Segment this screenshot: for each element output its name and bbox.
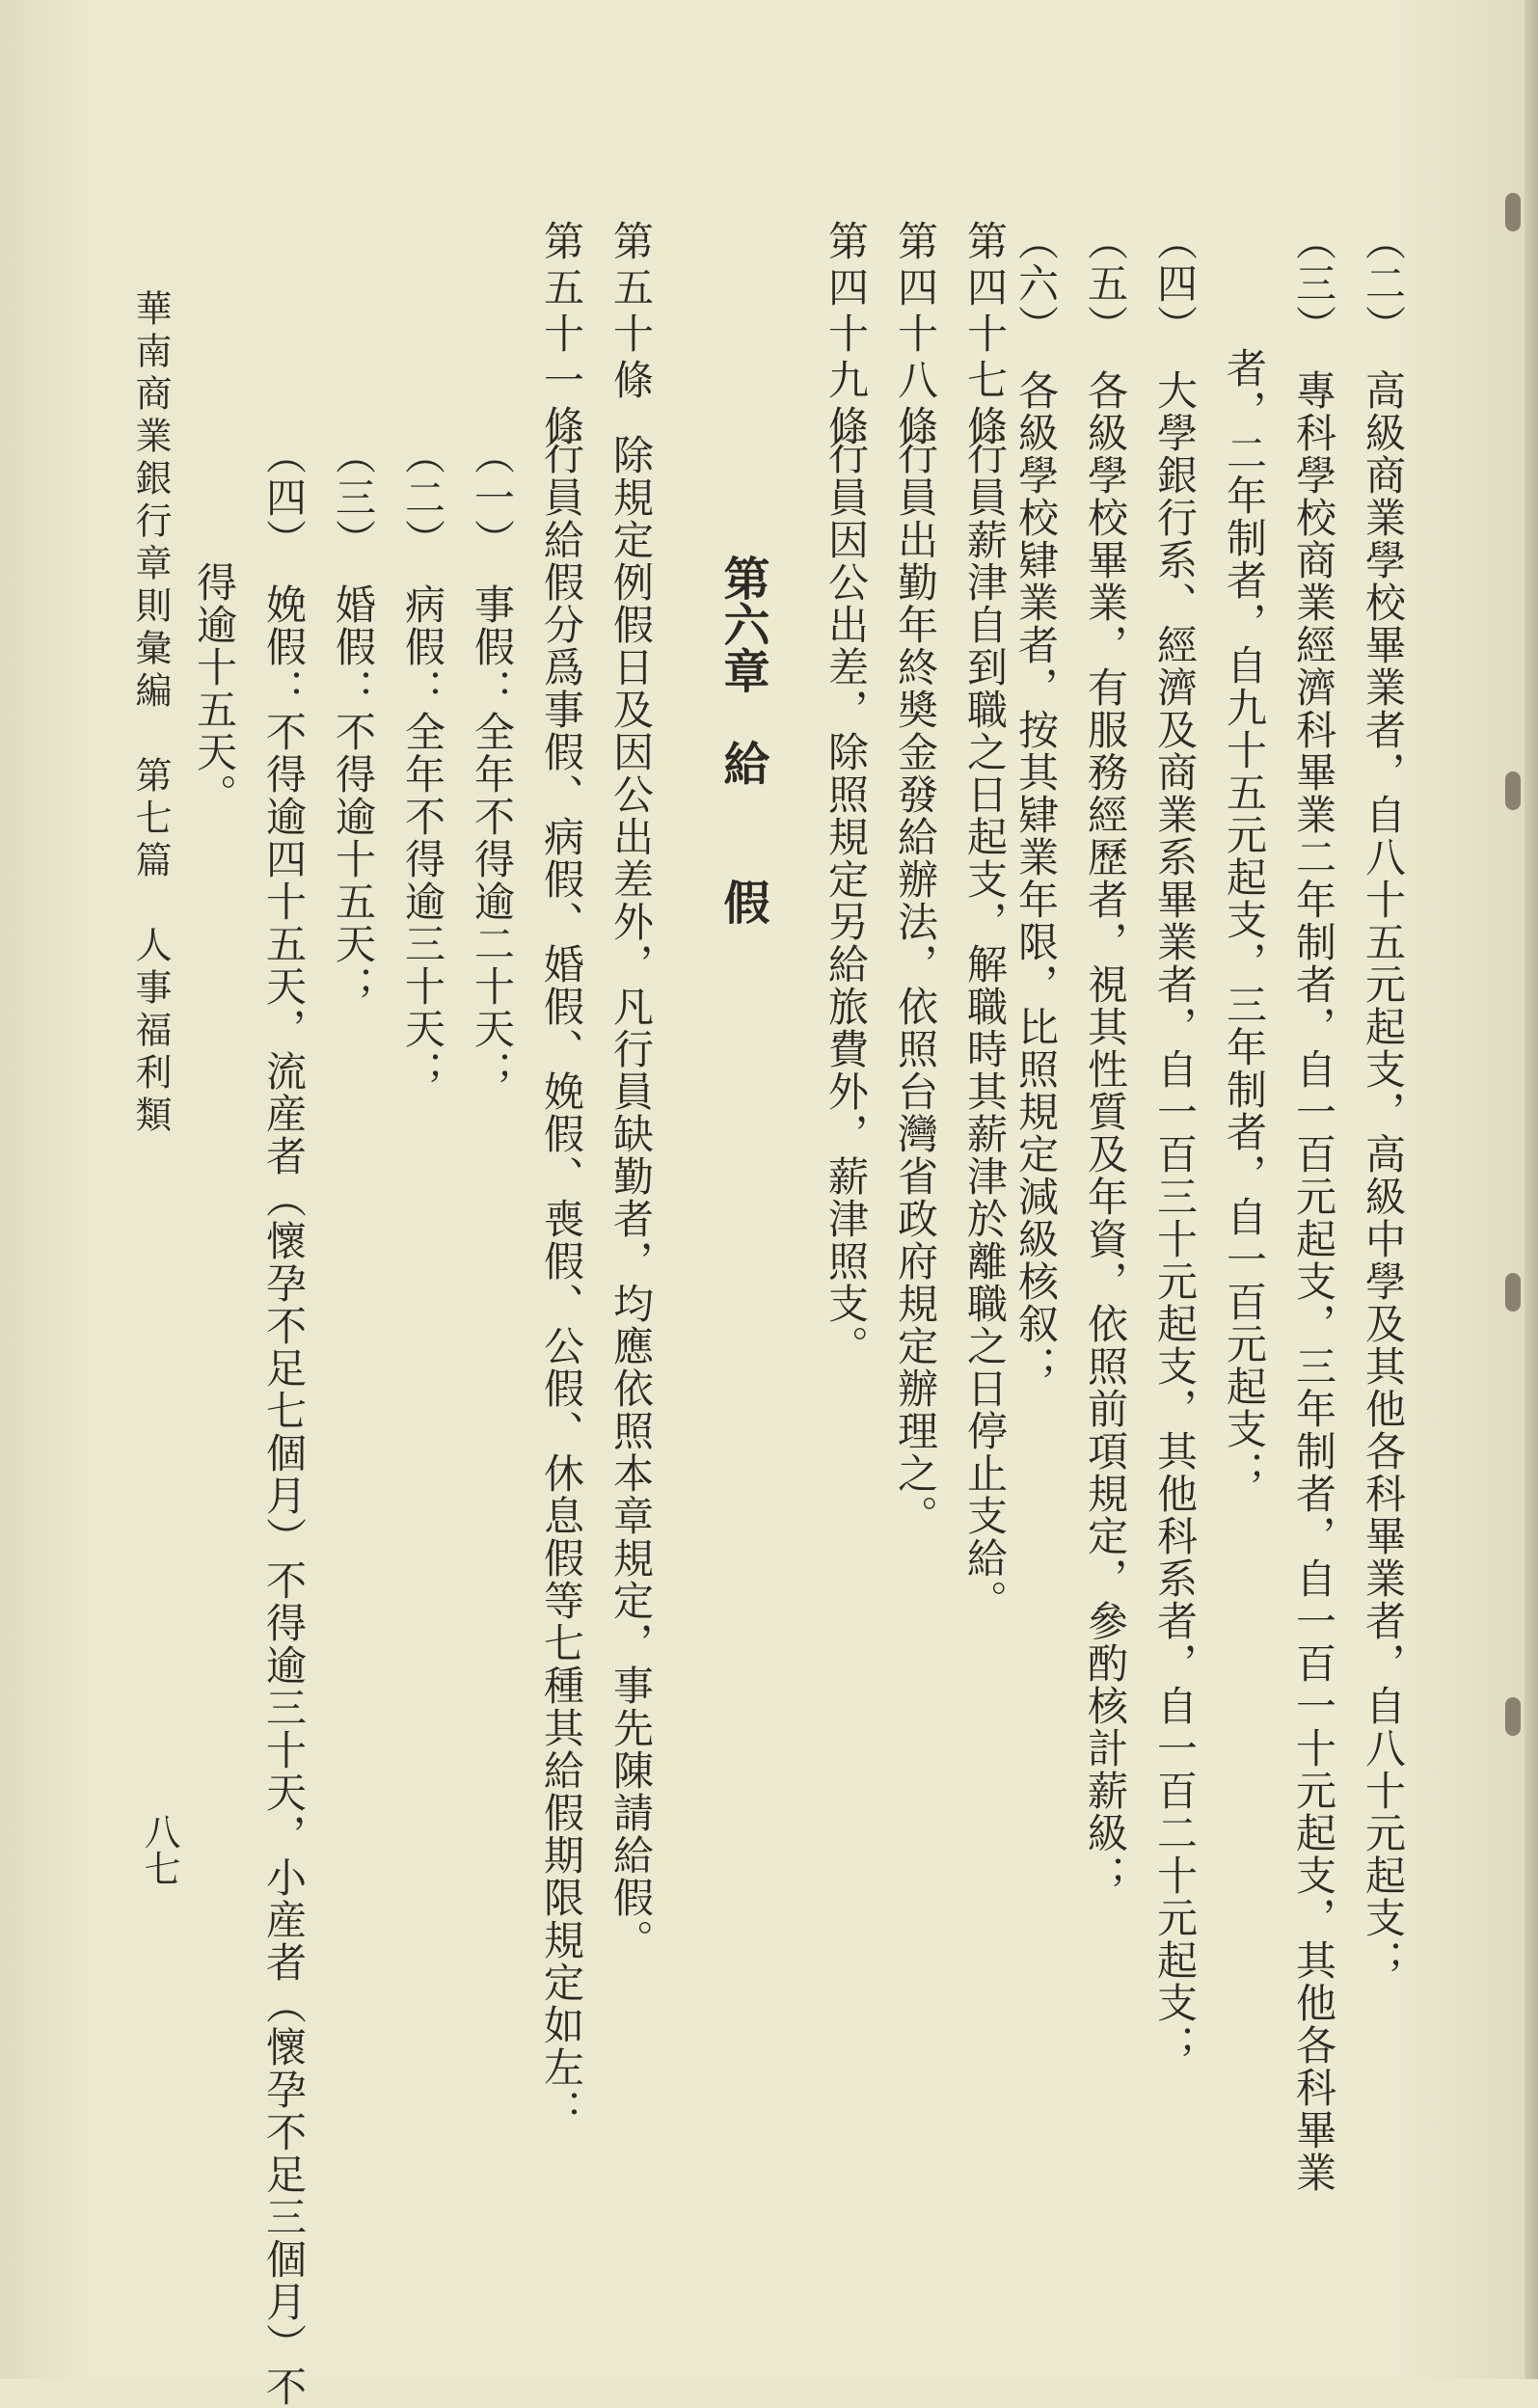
article-47-label: 第四十七條	[961, 220, 1009, 451]
clause-2-text: （二） 高級商業學校畢業者，自八十五元起支，高級中學及其他各科畢業者，自八十元起支；	[1360, 220, 1407, 1982]
clause-3-text: （三） 專科學校商業經濟科畢業二年制者，自一百元起支，三年制者，自一百一十元起支，其他各科畢業	[1290, 220, 1337, 2194]
chapter-title: 第六章 給 假	[715, 555, 769, 925]
article-51-text: 行員給假分爲事假、病假、婚假、娩假、喪假、公假、休息假等七種其給假期限規定如左：	[538, 434, 585, 2131]
page-number: 八七	[138, 1813, 180, 1886]
article-48-label: 第四十八條	[892, 220, 939, 451]
binding-hole	[1505, 1697, 1521, 1736]
article-50-text: 除規定例假日及因公出差外，凡行員缺勤者，均應依照本章規定，事先陳請給假。	[607, 434, 655, 1962]
article-49-label: 第四十九條	[823, 220, 870, 451]
article-49-text: 行員因公出差，除照規定另給旅費外，薪津照支。	[823, 434, 870, 1367]
article-51-label: 第五十一條	[538, 220, 585, 451]
article-50-label: 第五十條	[607, 220, 655, 405]
article-47-text: 行員薪津自到職之日起支，解職時其薪津於離職之日停止支給。	[961, 434, 1009, 1622]
binding-hole	[1505, 193, 1521, 231]
leave-item-4: （四） 娩假：不得逾四十五天，流産者（懷孕不足七個月）不得逾三十天，小産者（懷孕不足三個月）不	[260, 434, 308, 2408]
clause-4-text: （四） 大學銀行系、經濟及商業系畢業者，自一百三十元起支，其他科系者，自一百二十元起支；	[1151, 220, 1199, 2067]
clause-6-text: （六） 各級學校肄業者，按其肄業年限，比照規定減級核叙；	[1012, 220, 1060, 1388]
clause-5-text: （五） 各級學校畢業，有服務經歷者，視其性質及年資，依照前項規定，參酌核計薪級；	[1082, 220, 1129, 1897]
leave-item-2: （二） 病假：全年不得逾三十天；	[399, 434, 446, 1093]
binding-hole	[1505, 1273, 1521, 1312]
leave-item-1: （一） 事假：全年不得逾二十天；	[469, 434, 516, 1093]
leave-item-4-continued: 得逾十五天。	[191, 434, 238, 816]
article-48-text: 行員出勤年終奬金發給辦法，依照台灣省政府規定辦理之。	[892, 434, 939, 1537]
leave-item-3: （三） 婚假：不得逾十五天；	[330, 434, 377, 1008]
binding-edge	[1525, 0, 1538, 2379]
running-footer: 華南商業銀行章則彙編 第七篇 人事福利類	[129, 289, 172, 1138]
clause-3-continued: 者，二年制者，自九十五元起支，三年制者，自一百元起支；	[1221, 220, 1268, 1493]
binding-hole	[1505, 771, 1521, 810]
